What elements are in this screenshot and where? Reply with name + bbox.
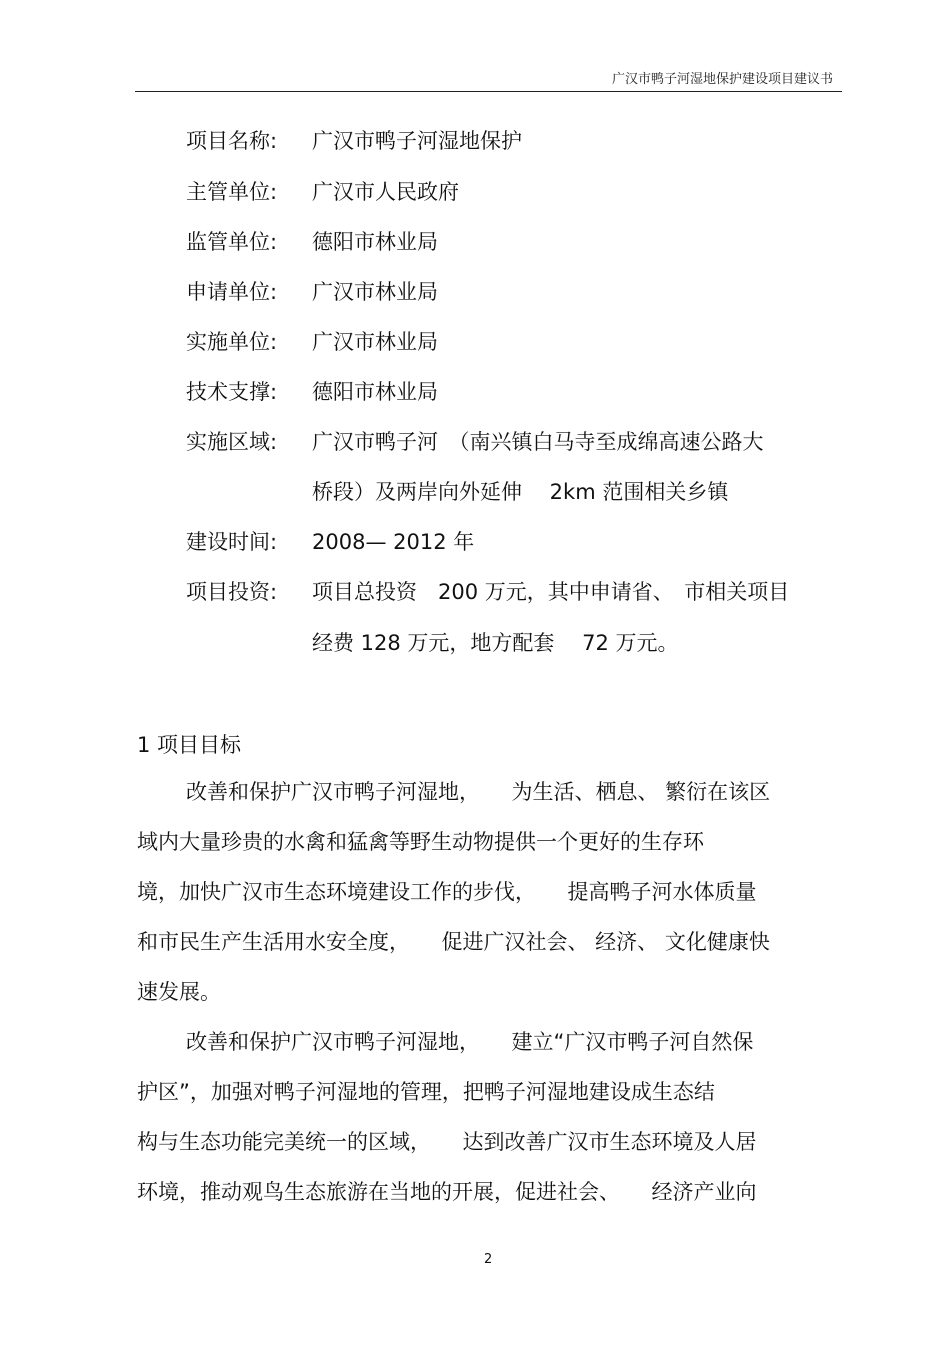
info-value: 项目总投资 200 万元，其中申请省、 市相关项目 bbox=[312, 580, 790, 604]
paragraph-line: 改善和保护广汉市鸭子河湿地， 为生活、栖息、 繁衍在该区 bbox=[186, 780, 771, 804]
paragraph-line: 护区”，加强对鸭子河湿地的管理，把鸭子河湿地建设成生态结 bbox=[137, 1080, 715, 1104]
info-value: 广汉市鸭子河 （南兴镇白马寺至成绵高速公路大 bbox=[312, 430, 764, 454]
info-value: 2008— 2012 年 bbox=[312, 530, 475, 554]
page-number: 2 bbox=[484, 1252, 493, 1267]
info-label: 项目名称: bbox=[186, 129, 278, 153]
info-value: 广汉市林业局 bbox=[312, 280, 438, 304]
running-header: 广汉市鸭子河湿地保护建设项目建议书 bbox=[611, 72, 833, 87]
info-value: 德阳市林业局 bbox=[312, 230, 438, 254]
paragraph-line: 境，加快广汉市生态环境建设工作的步伐， 提高鸭子河水体质量 bbox=[137, 880, 757, 904]
info-label: 实施单位: bbox=[186, 330, 278, 354]
info-value-continued: 经费 128 万元，地方配套 72 万元。 bbox=[312, 631, 679, 655]
info-label: 建设时间: bbox=[186, 530, 278, 554]
paragraph-line: 和市民生产生活用水安全度， 促进广汉社会、 经济、 文化健康快 bbox=[137, 930, 770, 954]
info-value: 广汉市人民政府 bbox=[312, 180, 459, 204]
info-label: 主管单位: bbox=[186, 180, 278, 204]
info-label: 监管单位: bbox=[186, 230, 278, 254]
paragraph-line: 环境，推动观鸟生态旅游在当地的开展，促进社会、 经济产业向 bbox=[137, 1180, 757, 1204]
info-value-continued: 桥段）及两岸向外延伸 2km 范围相关乡镇 bbox=[312, 480, 729, 504]
paragraph-line: 速发展。 bbox=[137, 980, 221, 1004]
info-value: 德阳市林业局 bbox=[312, 380, 438, 404]
info-value: 广汉市林业局 bbox=[312, 330, 438, 354]
header-rule bbox=[135, 91, 842, 92]
paragraph-line: 改善和保护广汉市鸭子河湿地， 建立“广汉市鸭子河自然保 bbox=[186, 1030, 754, 1054]
info-value: 广汉市鸭子河湿地保护 bbox=[312, 129, 522, 153]
section-heading: 1 项目目标 bbox=[137, 733, 242, 757]
info-label: 项目投资: bbox=[186, 580, 278, 604]
info-label: 实施区域: bbox=[186, 430, 278, 454]
info-label: 申请单位: bbox=[186, 280, 278, 304]
paragraph-line: 构与生态功能完美统一的区域， 达到改善广汉市生态环境及人居 bbox=[137, 1130, 757, 1154]
info-label: 技术支撑: bbox=[186, 380, 278, 404]
paragraph-line: 域内大量珍贵的水禽和猛禽等野生动物提供一个更好的生存环 bbox=[137, 830, 704, 854]
